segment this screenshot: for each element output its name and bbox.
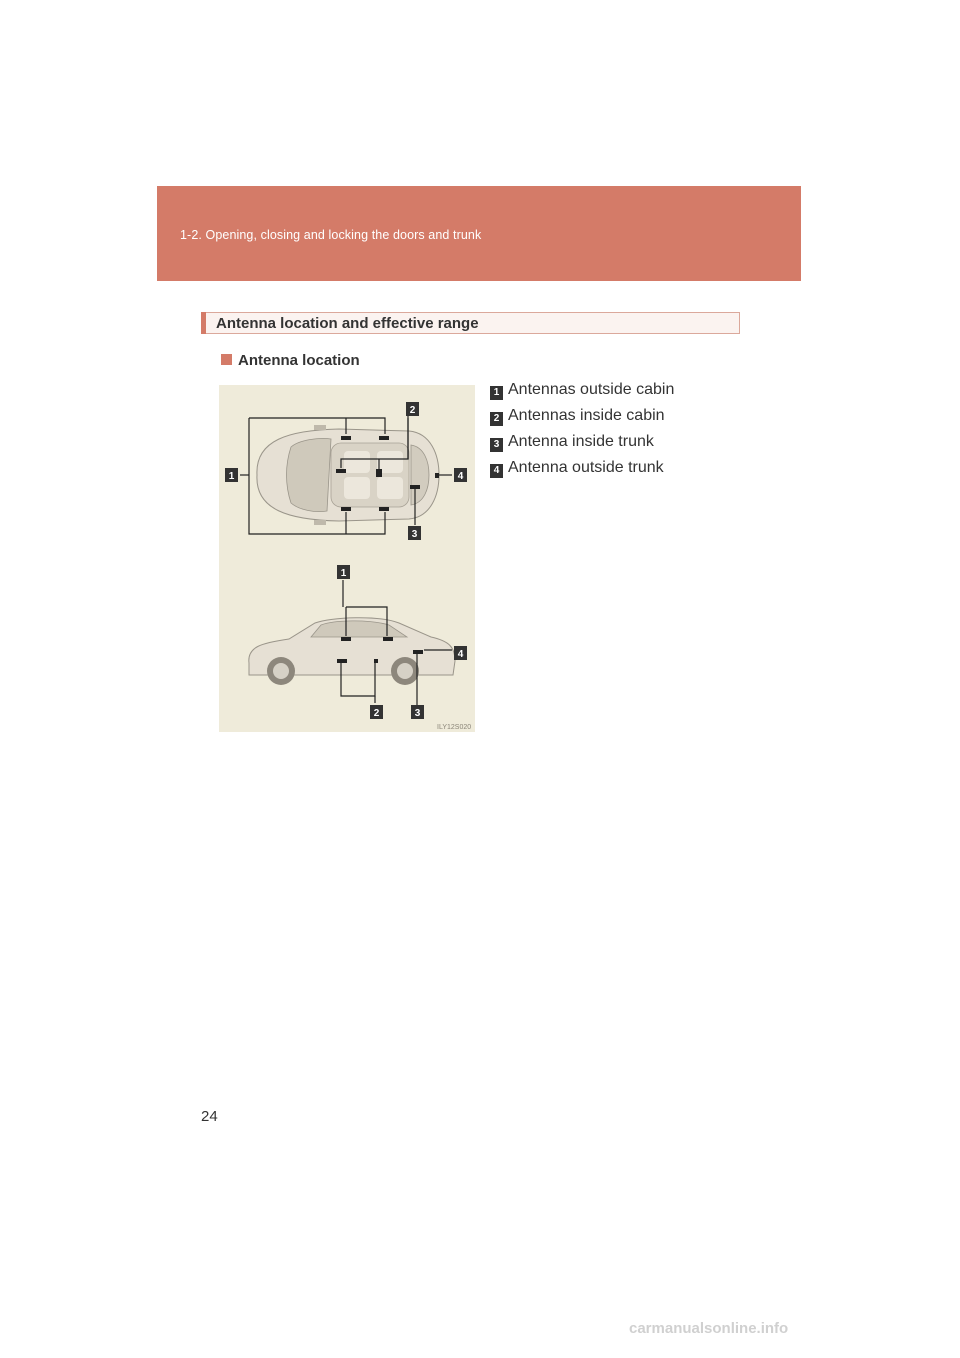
callout-side-3: 3 bbox=[414, 708, 421, 719]
watermark: carmanualsonline.info bbox=[629, 1320, 789, 1337]
legend-number: 4 bbox=[490, 464, 503, 478]
section-title-bar bbox=[201, 312, 740, 334]
chapter-header bbox=[157, 186, 801, 281]
side-view-car bbox=[249, 618, 455, 685]
bullet-square-icon bbox=[221, 354, 232, 365]
callout-top-4: 4 bbox=[457, 471, 464, 482]
callout-top-2: 2 bbox=[409, 405, 416, 416]
callout-top-1: 1 bbox=[228, 471, 235, 482]
legend-number: 2 bbox=[490, 412, 503, 426]
breadcrumb: 1-2. Opening, closing and locking the doors and trunk bbox=[180, 228, 482, 242]
callout-side-1: 1 bbox=[340, 568, 347, 579]
antenna-location-figure bbox=[219, 385, 475, 732]
legend-label: Antennas outside cabin bbox=[508, 381, 675, 398]
callout-top-3: 3 bbox=[411, 529, 418, 540]
callout-side-4: 4 bbox=[457, 649, 464, 660]
car-diagram bbox=[219, 385, 475, 732]
section-accent bbox=[201, 312, 206, 334]
legend-label: Antenna inside trunk bbox=[508, 433, 654, 450]
legend-number: 3 bbox=[490, 438, 503, 452]
section-title: Antenna location and effective range bbox=[216, 315, 479, 332]
legend-number: 1 bbox=[490, 386, 503, 400]
callout-side-2: 2 bbox=[373, 708, 380, 719]
figure-code: ILY12S020 bbox=[437, 724, 472, 731]
legend-label: Antennas inside cabin bbox=[508, 407, 665, 424]
page-number: 24 bbox=[201, 1108, 218, 1125]
legend-label: Antenna outside trunk bbox=[508, 459, 664, 476]
subsection-heading bbox=[221, 352, 360, 369]
subsection-title: Antenna location bbox=[238, 352, 360, 369]
